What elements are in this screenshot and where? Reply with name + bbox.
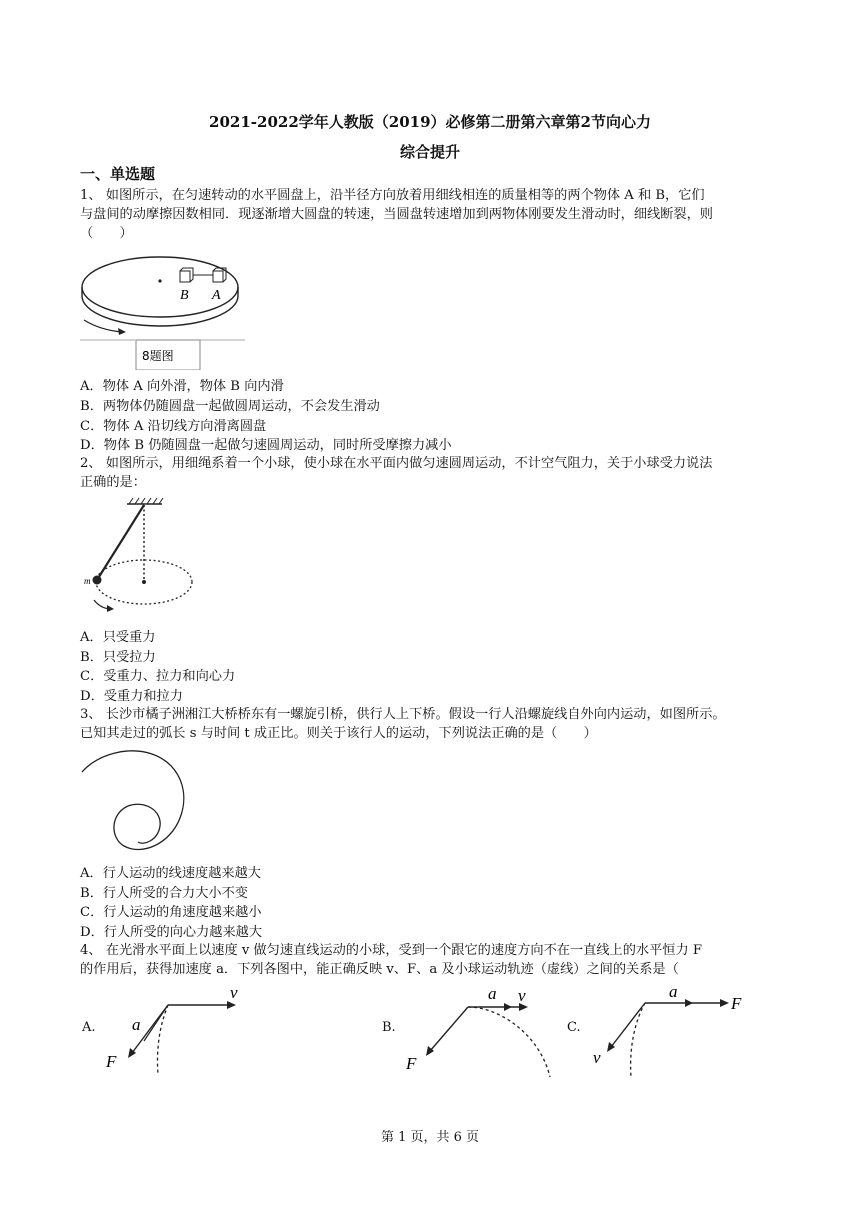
document-title: 2021-2022学年人教版（2019）必修第二册第六章第2节向心力 — [209, 113, 651, 131]
q4c-label-f: F — [731, 994, 742, 1013]
document-subtitle: 综合提升 — [399, 143, 460, 161]
q1-option-d: D．物体 B 仍随圆盘一起做匀速圆周运动，同时所受摩擦力减小 — [80, 438, 452, 453]
q1-label-a: A — [212, 288, 221, 303]
q1-disk-figure — [80, 244, 245, 370]
page-footer: 第 1 页，共 6 页 — [380, 1130, 480, 1145]
q1-option-c: C．物体 A 沿切线方向滑离圆盘 — [80, 419, 267, 434]
q4c-label-a: a — [669, 985, 678, 1001]
q4-line-1: 4、 在光滑水平面上以速度 v 做匀速直线运动的小球，受到一个跟它的速度方向不在一直线上的水平恒力 F — [80, 943, 703, 958]
q1-option-b: B．两物体仍随圆盘一起做圆周运动，不会发生滑动 — [80, 399, 380, 414]
q3-line-1: 3、 长沙市橘子洲湘江大桥桥东有一螺旋引桥，供行人上下桥。假设一行人沿螺旋线自外向内运动，如图所示。 — [80, 707, 726, 722]
q4b-label-v: v — [518, 986, 526, 1005]
q3-spiral-figure — [80, 746, 200, 858]
q2-line-1: 2、 如图所示，用细绳系着一个小球，使小球在水平面内做匀速圆周运动，不计空气阻力，关于小球受力说法 — [80, 456, 713, 471]
q1-line-2: 与盘间的动摩擦因数相同．现逐渐增大圆盘的转速，当圆盘转速增加到两物体刚要发生滑动时，细线断裂，则 — [80, 207, 713, 222]
q1-figure-caption: 8题图 — [142, 349, 174, 363]
q3-line-2: 已知其走过的弧长 s 与时间 t 成正比。则关于该行人的运动，下列说法正确的是（ ） — [80, 726, 597, 741]
q2-line-2: 正确的是： — [80, 475, 146, 490]
q4c-label-v: v — [593, 1048, 601, 1067]
q4-line-2: 的作用后，获得加速度 a．下列各图中，能正确反映 v、F、a 及小球运动轨迹（虚线）之间的关系是（ — [80, 962, 679, 977]
q2-conical-pendulum-figure — [82, 496, 212, 616]
q4a-label-v: v — [230, 985, 238, 1002]
q1-line-3: （ ） — [80, 226, 133, 241]
q4-figure-a — [100, 985, 260, 1080]
q4a-label-a: a — [132, 1015, 141, 1034]
q2-option-b: B．只受拉力 — [80, 650, 156, 665]
q4a-label-f: F — [106, 1052, 117, 1071]
q4-option-a-letter: A. — [82, 1020, 96, 1035]
q1-line-1: 1、 如图所示，在匀速转动的水平圆盘上，沿半径方向放着用细线相连的质量相等的两个物体 A 和 B，它们 — [80, 188, 705, 203]
q4-option-c-letter: C. — [567, 1020, 581, 1035]
q3-option-d: D．行人所受的向心力越来越大 — [80, 925, 263, 940]
q3-option-c: C．行人运动的角速度越来越小 — [80, 905, 262, 920]
q4-figure-b — [400, 985, 560, 1080]
section-heading: 一、单选题 — [80, 165, 156, 183]
q2-option-a: A．只受重力 — [80, 630, 156, 645]
q3-option-a: A．行人运动的线速度越来越大 — [80, 866, 261, 881]
q4b-label-a: a — [488, 985, 497, 1003]
q2-label-m: m — [84, 576, 91, 586]
q4-figure-c — [585, 985, 770, 1080]
q3-option-b: B．行人所受的合力大小不变 — [80, 886, 248, 901]
q1-label-b: B — [180, 288, 189, 303]
q4-option-b-letter: B. — [382, 1020, 396, 1035]
q4b-label-f: F — [406, 1054, 417, 1073]
q1-option-a: A．物体 A 向外滑，物体 B 向内滑 — [80, 379, 284, 394]
q2-option-d: D．受重力和拉力 — [80, 689, 183, 704]
q2-option-c: C．受重力、拉力和向心力 — [80, 669, 236, 684]
